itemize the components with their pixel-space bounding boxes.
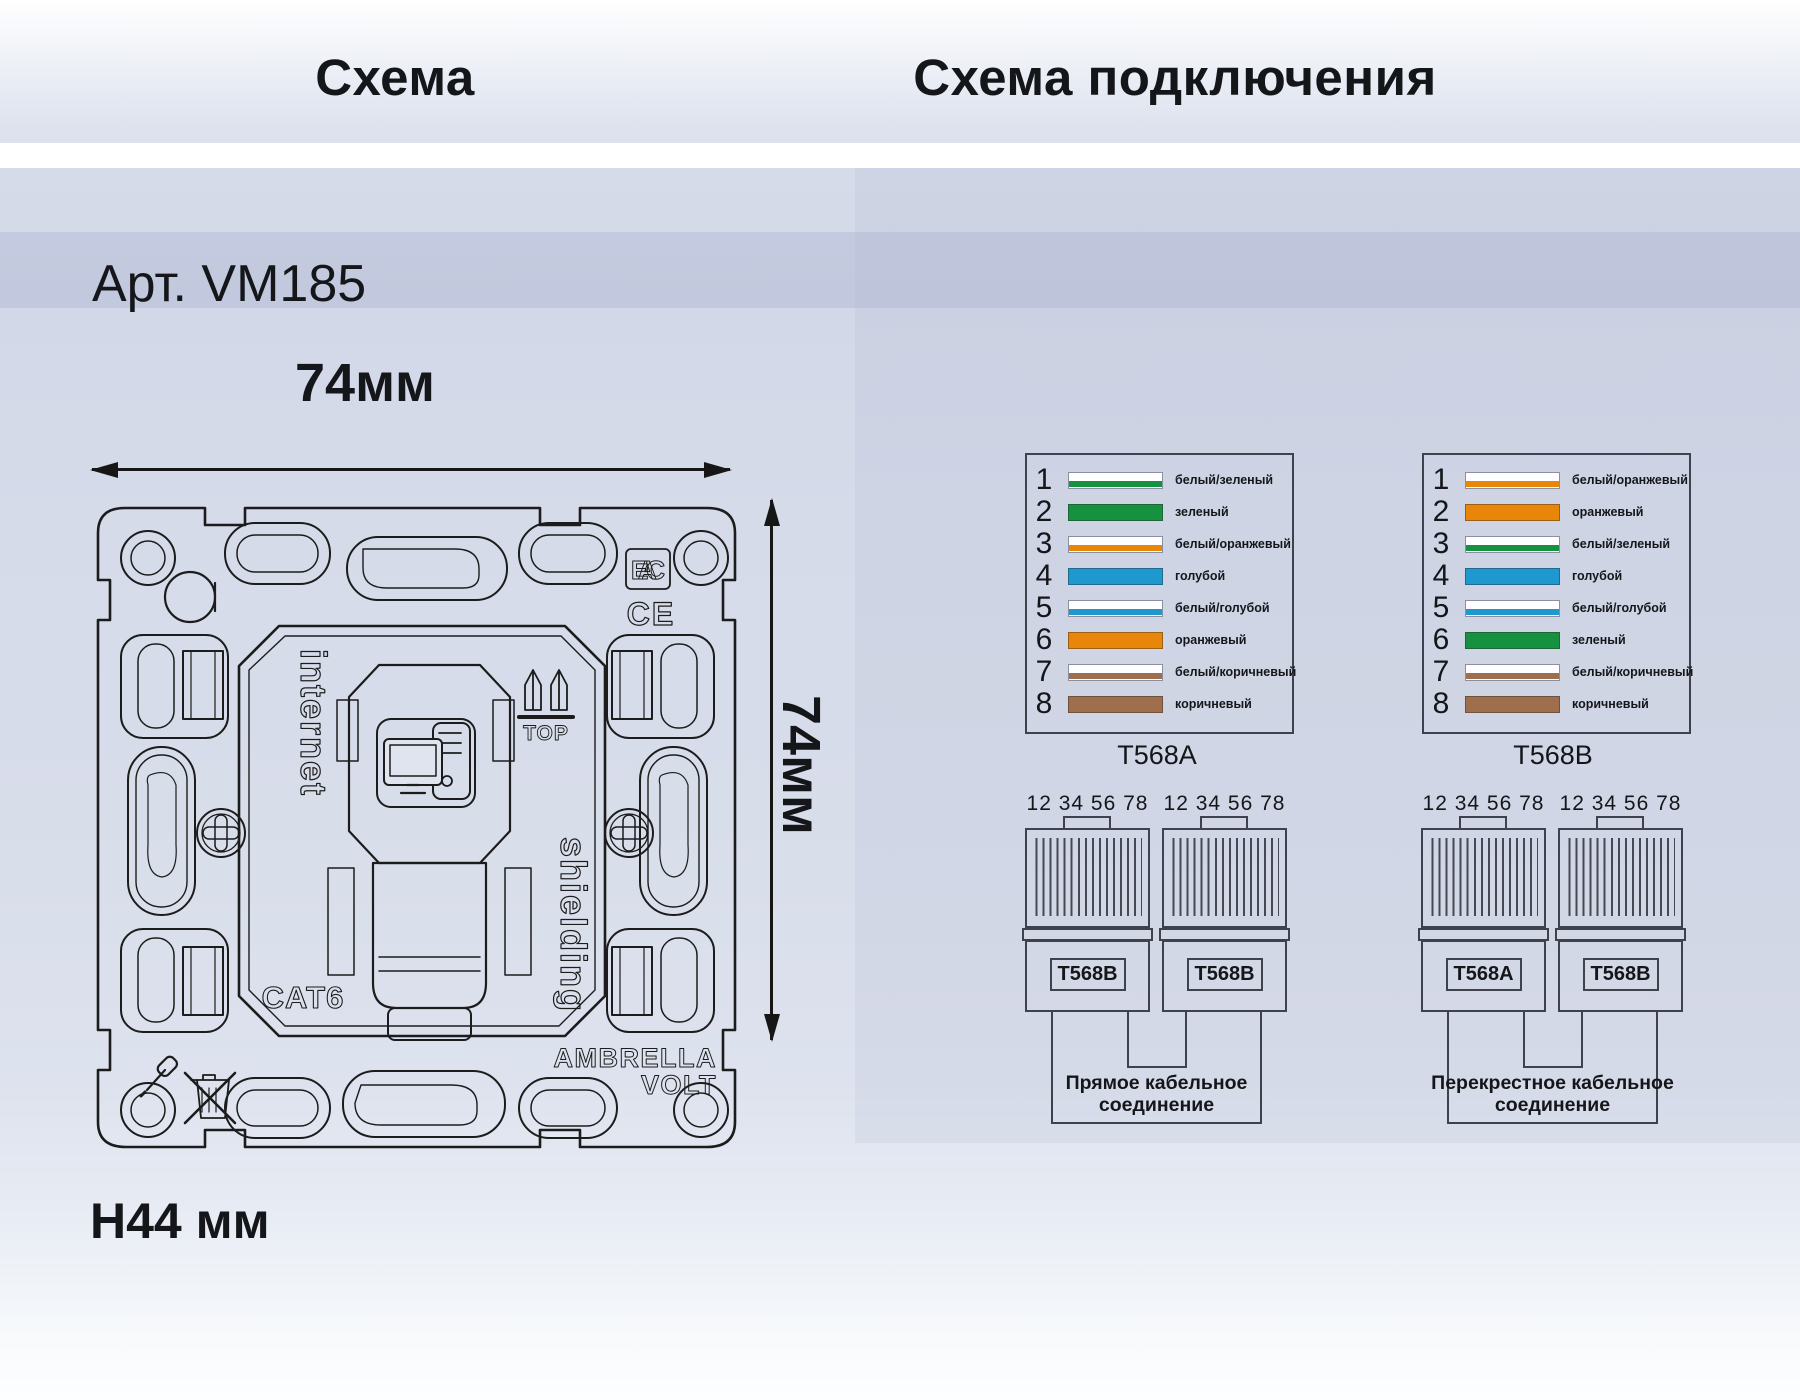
pin-number: 6: [1432, 623, 1450, 656]
plug-pins-icon: [1566, 838, 1675, 916]
wire-color-label: белый/зеленый: [1175, 473, 1274, 487]
plug-pins-icon: [1170, 838, 1279, 916]
cat6-label: CAT6: [261, 980, 345, 1015]
wire-color-label: голубой: [1572, 569, 1623, 583]
wire-row: [1025, 623, 1294, 656]
wire-color-label: белый/коричневый: [1572, 665, 1694, 679]
wire-row: [1025, 463, 1294, 496]
screwdriver-icon: [141, 1055, 179, 1096]
wire-stripe-solid: [1068, 504, 1163, 521]
mounting-frame-drawing: [95, 505, 740, 1150]
plug-tab: [1459, 816, 1507, 828]
no-trash-icon: [185, 1073, 235, 1123]
wire-color-table: [1025, 453, 1297, 734]
pin-number: 5: [1035, 591, 1053, 624]
wire-row: [1422, 687, 1691, 720]
plug-standard-label: T568B: [1583, 958, 1659, 991]
pin-number: 7: [1035, 655, 1053, 688]
wire-stripe-solid: [1068, 632, 1163, 649]
svg-text:EAC: EAC: [631, 555, 665, 585]
cable-link-bracket: [1127, 1012, 1187, 1068]
pin-number: 1: [1432, 463, 1450, 496]
article-number: Арт. VM185: [92, 255, 367, 313]
wire-stripe-solid: [1465, 696, 1560, 713]
plug-body: [1162, 940, 1287, 1012]
wire-row: [1422, 623, 1691, 656]
wiring-table-t568b: [1422, 453, 1694, 770]
brand-line2: VOLT: [641, 1070, 717, 1100]
wire-row: [1025, 559, 1294, 592]
pin-numbers-label: 12 34 56 78: [1422, 792, 1545, 815]
wire-color-label: оранжевый: [1175, 633, 1247, 647]
logo-mark-icon: [165, 572, 215, 622]
plug-tab: [1596, 816, 1644, 828]
pin-number: 1: [1035, 463, 1053, 496]
plug-standard-label: T568A: [1446, 958, 1522, 991]
width-dimension-label: 74мм: [295, 353, 435, 413]
shielding-label: shielding: [553, 836, 594, 1014]
wire-stripe-striped: [1068, 600, 1163, 617]
pin-number: 7: [1432, 655, 1450, 688]
pin-number: 2: [1432, 495, 1450, 528]
pin-number: 2: [1035, 495, 1053, 528]
plug-tab: [1200, 816, 1248, 828]
plug-tab: [1063, 816, 1111, 828]
height-dimension-label: 74мм: [771, 695, 831, 835]
right-panel-title: Схема подключения: [913, 49, 1437, 106]
internet-label: internet: [293, 648, 334, 798]
wire-color-label: белый/голубой: [1572, 601, 1667, 615]
wire-stripe-solid: [1465, 632, 1560, 649]
cross-screw-right: [605, 809, 653, 857]
cable-link-bracket: [1523, 1012, 1583, 1068]
pin-number: 8: [1035, 687, 1053, 720]
plug-standard-label: T568B: [1050, 958, 1126, 991]
pin-number: 3: [1432, 527, 1450, 560]
wire-color-label: голубой: [1175, 569, 1226, 583]
connection-caption: Прямое кабельное соединение: [1065, 1072, 1248, 1116]
top-label: TOP: [523, 722, 569, 745]
plug-body: [1421, 940, 1546, 1012]
plug-comb: [1421, 828, 1546, 928]
top-slots: [225, 523, 617, 600]
wire-row: [1025, 527, 1294, 560]
wire-color-label: белый/коричневый: [1175, 665, 1297, 679]
pin-number: 8: [1432, 687, 1450, 720]
wire-row: [1422, 495, 1691, 528]
wire-color-label: белый/зеленый: [1572, 537, 1671, 551]
arrowhead-up-icon: [764, 498, 780, 526]
connection-caption: Перекрестное кабельное соединение: [1431, 1072, 1674, 1116]
wire-color-table: [1422, 453, 1694, 734]
pin-number: 3: [1035, 527, 1053, 560]
arrowhead-left-icon: [90, 462, 118, 478]
wire-stripe-solid: [1465, 568, 1560, 585]
ce-mark: CE: [626, 596, 676, 632]
wire-row: [1422, 591, 1691, 624]
plug-pins-icon: [1429, 838, 1538, 916]
pin-numbers-label: 12 34 56 78: [1163, 792, 1286, 815]
wire-stripe-striped: [1465, 536, 1560, 553]
plug-comb: [1162, 828, 1287, 928]
plug-pins-icon: [1033, 838, 1142, 916]
wire-row: [1025, 655, 1297, 688]
pin-number: 4: [1432, 559, 1450, 592]
wire-color-label: зеленый: [1572, 633, 1626, 647]
wire-stripe-solid: [1068, 568, 1163, 585]
wire-color-label: белый/оранжевый: [1572, 473, 1688, 487]
wiring-table-t568a: [1025, 453, 1297, 770]
wire-row: [1422, 559, 1691, 592]
arrowhead-down-icon: [764, 1014, 780, 1042]
white-divider-band: [0, 143, 1800, 168]
wire-stripe-solid: [1465, 504, 1560, 521]
pin-number: 5: [1432, 591, 1450, 624]
depth-dimension-label: H44 мм: [90, 1193, 270, 1249]
wire-color-label: белый/голубой: [1175, 601, 1270, 615]
plug-comb: [1558, 828, 1683, 928]
arrowhead-right-icon: [704, 462, 732, 478]
pin-number: 6: [1035, 623, 1053, 656]
plug-body: [1025, 940, 1150, 1012]
wire-stripe-striped: [1465, 664, 1560, 681]
plug-standard-label: T568B: [1187, 958, 1263, 991]
bottom-slots: [225, 1071, 617, 1138]
wire-color-label: коричневый: [1572, 697, 1649, 711]
wire-row: [1422, 527, 1691, 560]
table-caption: T568B: [1513, 740, 1593, 770]
wire-stripe-striped: [1465, 600, 1560, 617]
wire-row: [1025, 591, 1294, 624]
wire-row: [1422, 655, 1694, 688]
plug-body: [1558, 940, 1683, 1012]
left-side-slots: [121, 635, 228, 1032]
pin-numbers-label: 12 34 56 78: [1026, 792, 1149, 815]
wire-color-label: зеленый: [1175, 505, 1229, 519]
computer-icon: [377, 719, 475, 807]
wire-stripe-striped: [1068, 472, 1163, 489]
pin-number: 4: [1035, 559, 1053, 592]
wire-stripe-striped: [1465, 472, 1560, 489]
wire-row: [1422, 463, 1691, 496]
wire-stripe-striped: [1068, 664, 1163, 681]
rj45-module: [328, 665, 531, 1040]
width-dimension-arrow: [92, 468, 730, 471]
wire-row: [1025, 687, 1294, 720]
wire-stripe-solid: [1068, 696, 1163, 713]
pin-numbers-label: 12 34 56 78: [1559, 792, 1682, 815]
table-caption: T568A: [1117, 740, 1197, 770]
wire-color-label: оранжевый: [1572, 505, 1644, 519]
top-arrows-icon: [519, 670, 573, 717]
eac-mark: [626, 549, 670, 589]
plug-comb: [1025, 828, 1150, 928]
wire-color-label: коричневый: [1175, 697, 1252, 711]
wire-stripe-striped: [1068, 536, 1163, 553]
wire-color-label: белый/оранжевый: [1175, 537, 1291, 551]
wire-row: [1025, 495, 1294, 528]
left-panel-title: Схема: [315, 49, 475, 106]
brand-line1: AMBRELLA: [553, 1043, 717, 1073]
